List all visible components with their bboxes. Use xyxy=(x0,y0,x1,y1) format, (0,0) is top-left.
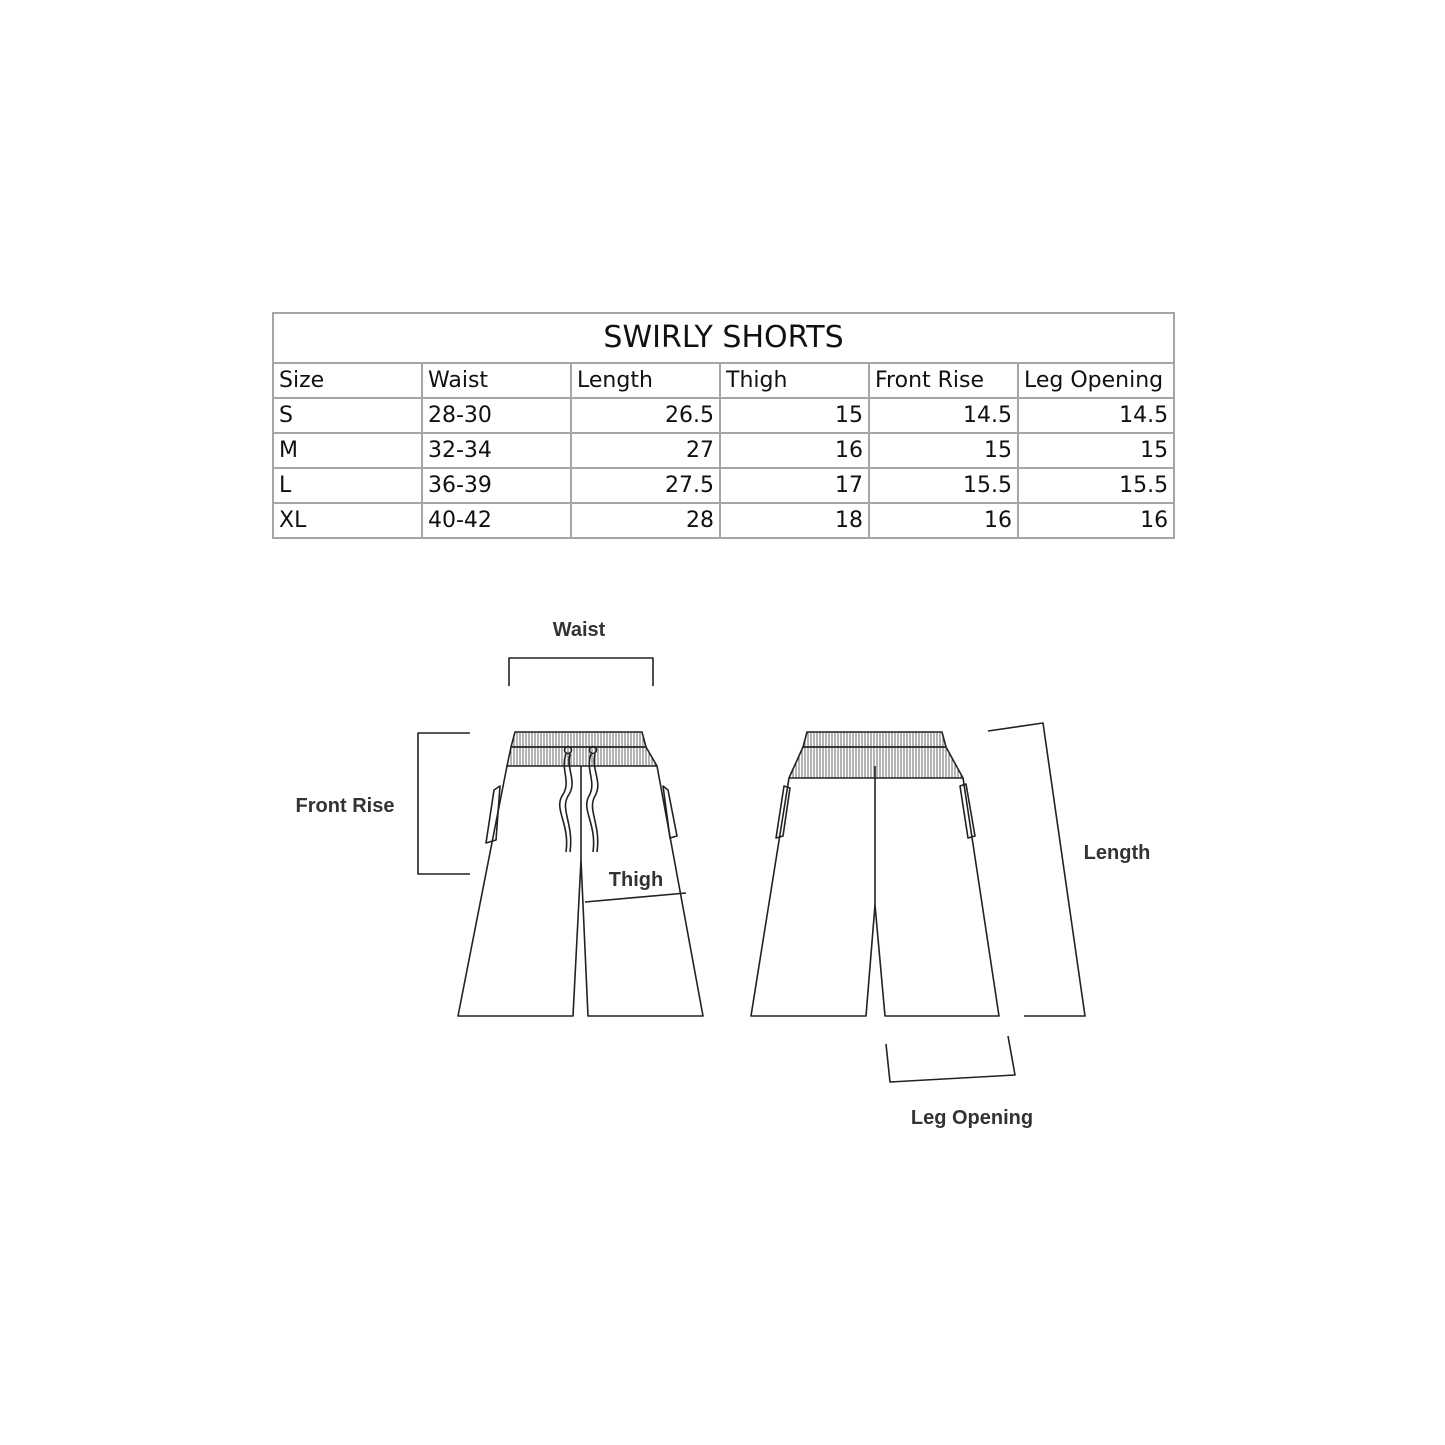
cell-leg-opening: 14.5 xyxy=(1018,398,1174,433)
cell-size: XL xyxy=(273,503,422,538)
leg-opening-label: Leg Opening xyxy=(910,1107,1034,1129)
thigh-measure-line xyxy=(585,893,686,902)
cell-front-rise: 16 xyxy=(869,503,1018,538)
length-label: Length xyxy=(1083,842,1151,864)
cell-waist: 40-42 xyxy=(422,503,571,538)
cell-thigh: 18 xyxy=(720,503,869,538)
cell-leg-opening: 15.5 xyxy=(1018,468,1174,503)
cell-waist: 36-39 xyxy=(422,468,571,503)
cell-length: 27 xyxy=(571,433,720,468)
cell-size: S xyxy=(273,398,422,433)
front-rise-bracket xyxy=(418,733,470,874)
header-front-rise: Front Rise xyxy=(869,363,1018,398)
waist-bracket xyxy=(509,658,653,686)
cell-length: 28 xyxy=(571,503,720,538)
header-leg-opening: Leg Opening xyxy=(1018,363,1174,398)
front-waistband-lower xyxy=(507,747,657,766)
cell-thigh: 16 xyxy=(720,433,869,468)
cell-thigh: 15 xyxy=(720,398,869,433)
header-waist: Waist xyxy=(422,363,571,398)
cell-waist: 28-30 xyxy=(422,398,571,433)
cell-size: M xyxy=(273,433,422,468)
cell-leg-opening: 15 xyxy=(1018,433,1174,468)
cell-front-rise: 15 xyxy=(869,433,1018,468)
front-waistband xyxy=(511,732,646,747)
table-title: SWIRLY SHORTS xyxy=(273,313,1174,363)
back-yoke xyxy=(789,747,963,778)
cell-front-rise: 15.5 xyxy=(869,468,1018,503)
cell-length: 27.5 xyxy=(571,468,720,503)
waist-label: Waist xyxy=(552,619,606,641)
shorts-back-drawing xyxy=(751,732,999,1016)
leg-opening-bracket xyxy=(886,1036,1015,1082)
cell-waist: 32-34 xyxy=(422,433,571,468)
cell-thigh: 17 xyxy=(720,468,869,503)
length-bracket xyxy=(988,723,1085,1016)
back-waistband xyxy=(803,732,946,747)
header-length: Length xyxy=(571,363,720,398)
header-thigh: Thigh xyxy=(720,363,869,398)
cell-length: 26.5 xyxy=(571,398,720,433)
cell-size: L xyxy=(273,468,422,503)
header-size: Size xyxy=(273,363,422,398)
shorts-front-drawing xyxy=(458,732,703,1016)
front-rise-label: Front Rise xyxy=(295,795,395,817)
cell-front-rise: 14.5 xyxy=(869,398,1018,433)
cell-leg-opening: 16 xyxy=(1018,503,1174,538)
thigh-label: Thigh xyxy=(608,869,664,891)
